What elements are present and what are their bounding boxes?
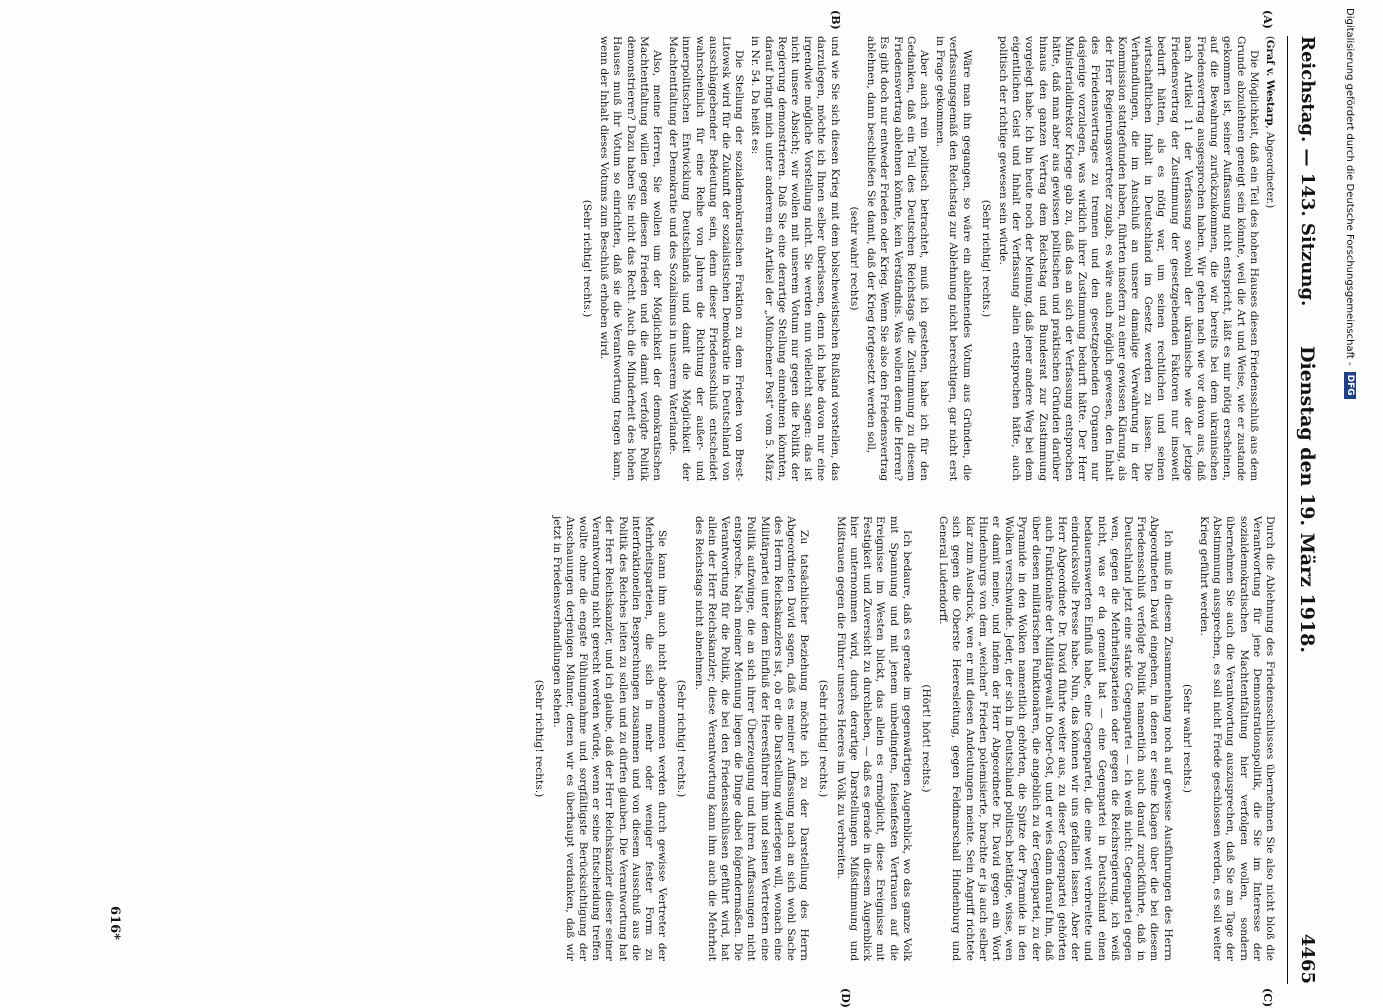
interjection: (Sehr richtig! rechts.)	[533, 679, 546, 798]
speaker-line: (Graf v. Westarp, Abgeordneter.)	[1264, 36, 1275, 209]
margin-marker-d: (D)	[839, 988, 852, 1008]
footer-page-number: 616*	[107, 906, 122, 940]
speaker-name: Graf v. Westarp	[1264, 39, 1275, 126]
credit-text: Digitalisierung gefördert durch die Deutsche Forschungsgemeinschaft -	[1344, 8, 1356, 366]
quotation: Die Stellung der sozialdemokratischen Fraktion zu dem Frieden von Brest-Litowsk wird für die Zukunft der sozialistischen Demokratie in Deutschland von ausschlaggebender Bedeutung sein, denn dieser Friedensschluß entscheidet wahrscheinlich für eine Reihe von Jahren die Richtung der außer- und innerpolitischen Entwicklung Deutschlands und damit die Möglichkeit der Machtentfaltung der Demokratie und des Sozialismus in unserem Vaterlande.	[667, 36, 746, 481]
right-column	[126, 516, 1276, 961]
interjection: (sehr wahr! rechts)	[847, 206, 860, 311]
paragraph: Durch die Ablehnung des Friedensschlusses übernehmen Sie also nicht bloß die Verantwortung für jene Demonstrationspolitik, die Sie im Interesse der sozialdemokratischen Machtentfaltung hier verfolgen wollen, sondern übernehmen Sie auch die Verantwortung auszusprechen, daß Sie am Tage der Abstimmung aussprechen, es soll nicht Friede geschlossen werden, es soll weiter Krieg geführt werden.	[1197, 516, 1276, 961]
paragraph: und wie Sie sich diesen Krieg mit dem bolschewistischen Rußland vorstellen, das darzulegen, möchte ich Ihnen selber überlassen, denn ich habe davon nur eine irgendwie mögliche Vorstellung nicht. Sie werden nun vielleicht sagen: das ist nicht unsere Absicht; wir wollen mit unserem Votum nur gegen die Politik der Regierung demonstrieren. Daß Sie eine derartige Stellung einnehmen könnten, darauf bringt mich unter anderem ein Artikel der „Münchener Post“ vom 5. März in Nr. 54. Da heißt es:	[749, 36, 841, 481]
interjection: (Sehr richtig! rechts.)	[675, 679, 688, 798]
header-date: Dienstag den 19. März 1918.	[1296, 346, 1318, 654]
margin-marker-c: (C)	[1261, 988, 1274, 1008]
header-page-number: 4465	[1297, 933, 1318, 984]
dfg-logo: DFG	[1344, 372, 1356, 399]
paragraph: Also, meine Herren, Sie wollen um der Möglichkeit der demokratischen Machtentfaltung willen gegen diesen Frieden und die damit verfolgte Politik demonstrieren? Dazu haben Sie nicht das Recht. Auch die Minderheit des hohen Hauses muß ihr Votum so einrichten, daß sie die Verantwortung tragen kann, wenn der Inhalt dieses Votums zum Beschluß erhoben wird.	[598, 36, 664, 481]
page-header	[1287, 36, 1322, 984]
interjection: (Sehr richtig! rechts.)	[581, 199, 594, 318]
interjection: (Sehr richtig! rechts.)	[979, 199, 992, 318]
paragraph: Aber auch rein politisch betrachtet, muß ich gestehen, habe ich für den Gedanken, daß ein Teil des Deutschen Reichstags die Zustimmung zu diesem Friedensvertrag ablehnen könnte, kein Verständnis. Was wollen denn die Herren? Es gibt doch nur entweder Frieden oder Krieg. Wenn Sie also den Friedensvertrag ablehnen, dann beschließen Sie damit, daß der Krieg fortgesetzt werden soll,	[865, 36, 930, 481]
digitization-credit	[1340, 8, 1360, 988]
margin-marker-b: (B)	[829, 10, 842, 30]
interjection: (Sehr wahr! rechts.)	[1180, 683, 1193, 794]
margin-marker-a: (A)	[1261, 10, 1274, 29]
newspaper-page	[94, 10, 1322, 1008]
paragraph: Zu tatsächlicher Beziehung möchte ich zu der Darstellung des Herrn Abgeordneten David sagen, daß es meiner Auffassung nach an sich wohl Sache des Herrn Reichskanzlers ist, ob er die Darstellung widerlegen will, wonach eine Militärpartei unter dem Einfluß der Heeresführer ihm und seinen Vertretern eine Politik aufzwinge, die an sich ihrer Überzeugung und ihren Auffassungen nicht entspreche. Nach meiner Meinung liegen die Dinge dabei folgendermaßen. Die Verantwortung für die Politik, die bei den Friedensschlüssen geführt wird, hat allein der Herr Reichskanzler; diese Verantwortung kann ihm auch die Mehrheit des Reichstags nicht abnehmen.	[692, 516, 811, 961]
paragraph: Ich muß in diesem Zusammenhang noch auf gewisse Ausführungen des Herrn Abgeordneten David eingehen, in denen er seine Klagen über die bei diesem Friedensschluß verfolgte Politik namentlich auch darauf zurückführte, daß in Deutschland jetzt eine starke Gegenpartei — ich weiß nicht: Gegenpartei gegen wen, gegen die Mehrheitsparteien oder gegen die Reichsregierung, ich weiß nicht, was er da gemeint hat — eine Gegenpartei in Deutschland einen bedauernswerten Einfluß habe, eine Gegenpartei, die eine weit verbreitete und eindrucksvolle Presse habe. Nun, das können wir uns gefallen lassen. Aber der Herr Abgeordnete Dr. David führte weiter aus, zu dieser Gegenpartei gehörten auch Funktionäre der Militärgewalt in Ober-Ost, und er wies dann darauf hin, daß über diesen militärischen Funktionären, die angeblich zu der Gegenpartei, zu der Pyramide in den Wolken namentlich gehörten, die Spitze der Pyramide in den Wolken verschwinde. Jeder, der sich in Deutschland politisch betätige, wisse, wen er damit meine, und indem der Herr Abgeordnete Dr. David gegen ein Wort Hindenburgs von dem „weichen“ Frieden polemisierte, brachte er ja auch selber klar zum Ausdruck, wen er mit diesen Andeutungen meinte. Sein Angriff richtete sich gegen die Oberste Heeresleitung, gegen Feldmarschall Hindenburg und General Ludendorff.	[937, 516, 1174, 961]
paragraph: Die Möglichkeit, daß ein Teil des hohen Hauses diesen Friedensschluß aus dem Grunde abzulehnen geneigt sein könnte, weil die Art und Weise, wie er zustande gekommen ist, seiner Auffassung nicht entspricht, läßt es mir nötig erscheinen, auf die Bewahrung zurückzukommen, die wir bereits bei dem ukrainischen Friedensvertrag ausgesprochen haben. Wir gehen nach wie vor davon aus, daß nach Artikel 11 der Verfassung sowohl der ukrainische wie der jetzige Friedensvertrag der Zustimmung der gesetzgebenden Faktoren nur insoweit bedurft hätten, als es nötig war, um seinen rechtlichen und seinen wirtschaftlichen Inhalt in Deutschland im Gesetz werden zu lassen. Die Verhandlungen, die im Anschluß an unsere damalige Verwahrung in der Kommission stattgefunden haben, führten insofern zu einer gewissen Klärung, als der Herr Regierungsvertreter zugab, es wäre auch möglich gewesen, den Inhalt des Friedensvertrages zu trennen und den gesetzgebenden Organen nur dasjenige vorzulegen, was wirklich ihrer Zustimmung bedurft hätte. Der Herr Ministerialdirektor Kriege gab zu, daß das an sich der Verfassung entsprochen hätte, daß man aber aus gewissen politischen und praktischen Gründen darüber hinaus den ganzen Vertrag dem Reichstag und Bundesrat zur Zustimmung vorgelegt habe. Ich bin heute noch der Meinung, daß jener andere Weg bei dem eigentlichen Geist und Inhalt der Verfassung allein entsprochen hätte, auch politisch der richtige gewesen sein würde.	[996, 36, 1260, 481]
interjection: (Sehr richtig! rechts.)	[817, 679, 830, 798]
interjection: (Hört! hört! rechts.)	[919, 684, 932, 793]
header-left: Reichstag. — 143. Sitzung.	[1297, 36, 1318, 307]
paragraph: Ich bedaure, daß es gerade im gegenwärtigen Augenblick, wo das ganze Volk mit Spannung und mit jenem unbedingten, felsenfesten Vertrauen auf die Ereignisse im Westen blickt, das allein es ermöglicht, diese Ereignisse mit Festigkeit und Zuversicht zu durchleben, — daß es gerade in diesem Augenblick hier unternommen wird, durch derartige Darstellungen Mißstimmung und Mißtrauen gegen die Führer unseres Heeres im Volk zu verbreiten.	[834, 516, 913, 961]
paragraph: Sie kann ihm auch nicht abgenommen werden durch gewisse Vertreter der Mehrheitsparteien, die sich in mehr oder weniger fester Form zu interfraktionellen Besprechungen zusammen und von diesem Ausschuß aus die Politik des Reiches leiten zu sollen und zu dürfen glauben. Die Verantwortung hat der Herr Reichskanzler, und ich glaube, daß der Herr Reichskanzler dieser seiner Verantwortung nicht gerecht werden würde, wenn er seine Entscheidung treffen wollte ohne die engste Fühlungnahme und sorgfältigste Berücksichtigung der Anschauungen derjenigen Männer, denen wir es überhaupt verdanken, daß wir jetzt in Friedensverhandlungen stehen.	[550, 516, 669, 961]
paragraph: Wäre man ihn gegangen, so wäre ein ablehnendes Votum aus Gründen, die verfassungsgemäß den Reichstag zur Ablehnung nicht berechtigen, gar nicht erst in Frage gekommen.	[934, 36, 973, 481]
speaker-role: , Abgeordneter.	[1264, 125, 1275, 205]
left-column	[126, 36, 1276, 481]
